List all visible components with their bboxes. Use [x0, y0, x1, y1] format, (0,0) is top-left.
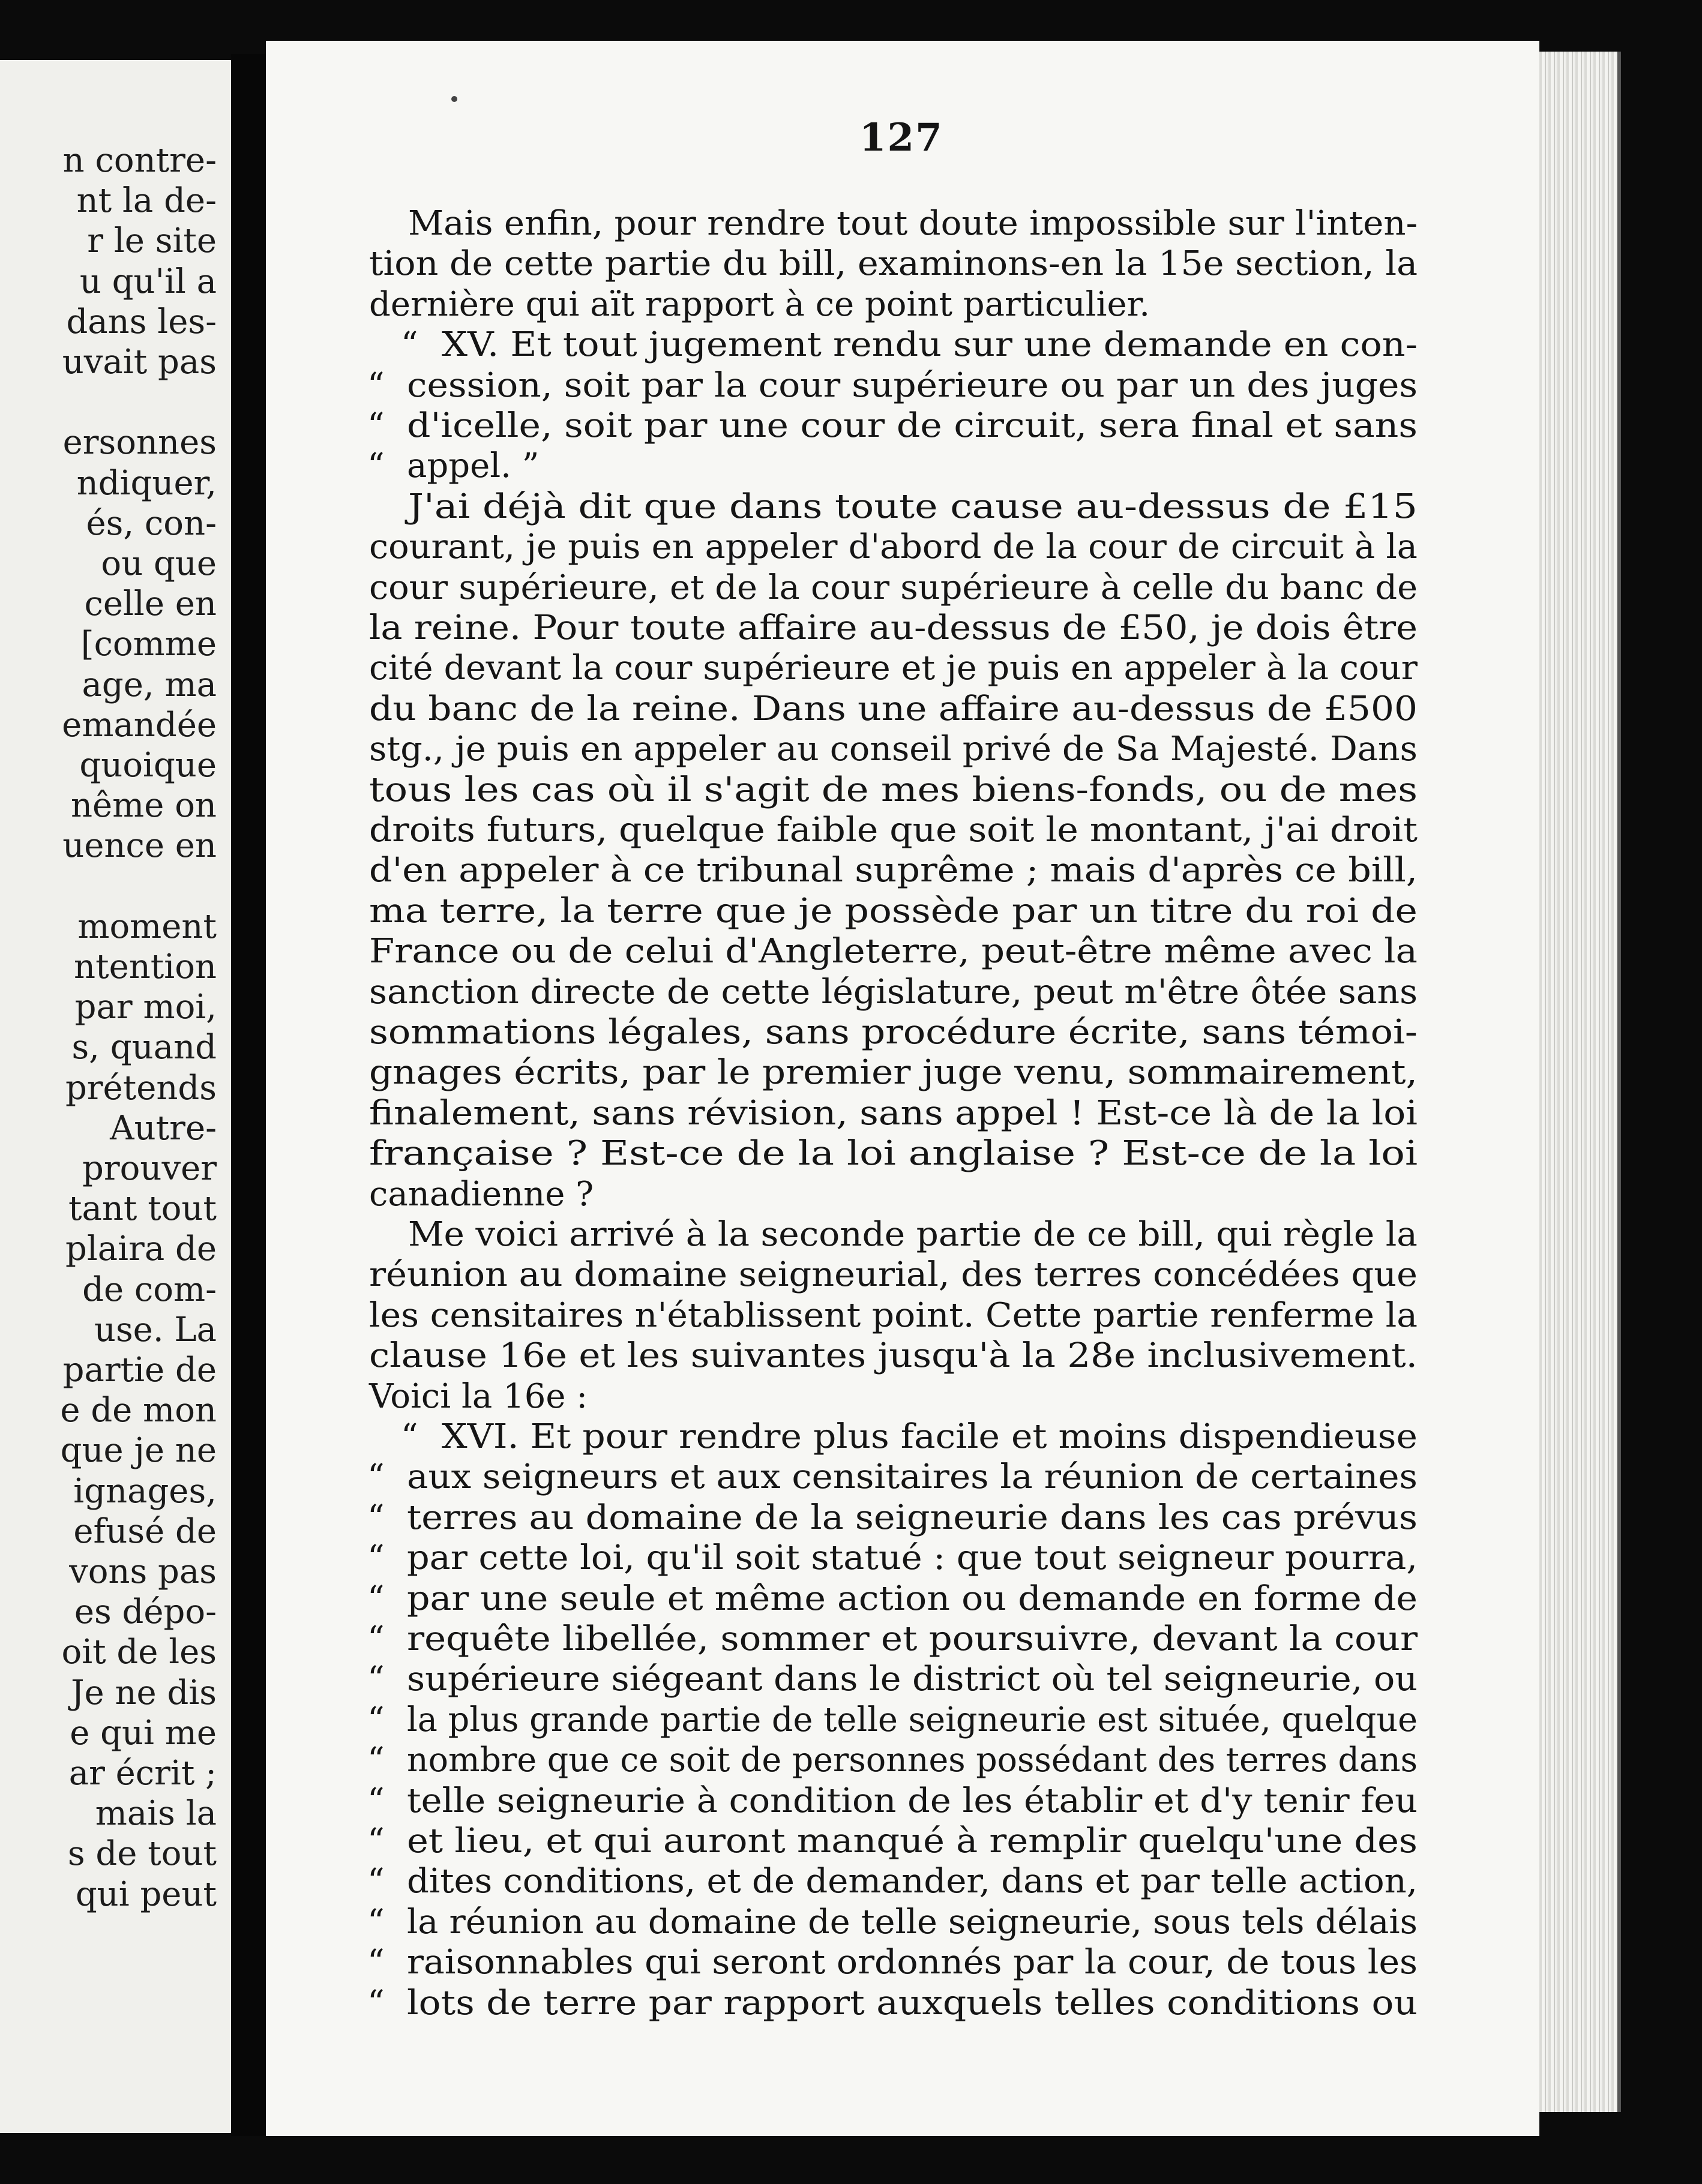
quotation-mark: “	[401, 1417, 418, 1456]
previous-page-line: oit de les	[61, 1633, 217, 1672]
body-line: sanction directe de cette législature, peut m'être ôtée sans	[369, 972, 1418, 1012]
body-line: tion de cette partie du bill, examinons-en la 15e section, la	[369, 244, 1418, 284]
body-line: la réunion au domaine de telle seigneurie, sous tels délais	[407, 1902, 1418, 1942]
previous-page-line: vons pas	[69, 1552, 217, 1591]
previous-page-line: r le site	[87, 221, 217, 261]
body-line: et lieu, et qui auront manqué à remplir quelqu'une des	[407, 1822, 1418, 1861]
previous-page-line: s de tout	[67, 1834, 217, 1874]
previous-page-line: e de mon	[60, 1391, 217, 1430]
body-line: cité devant la cour supérieure et je puis en appeler à la cour	[369, 649, 1418, 688]
quotation-mark: “	[367, 1660, 385, 1699]
body-line: France ou de celui d'Angleterre, peut-être même avec la	[369, 932, 1418, 971]
previous-page-line: ersonnes	[62, 423, 217, 463]
body-line: réunion au domaine seigneurial, des terres concédées que	[369, 1255, 1418, 1295]
body-line: d'icelle, soit par une cour de circuit, sera final et sans	[407, 406, 1418, 445]
body-line: dites conditions, et de demander, dans et par telle action,	[407, 1862, 1418, 1901]
quotation-mark: “	[367, 1862, 385, 1901]
body-line: courant, je puis en appeler d'abord de la cour de circuit à la	[369, 527, 1418, 567]
previous-page-line: efusé de	[73, 1511, 217, 1551]
previous-page-line: plaira de	[65, 1229, 217, 1269]
page-edges	[1539, 52, 1617, 2112]
previous-page-line: nt la de-	[76, 181, 217, 221]
body-line: raisonnables qui seront ordonnés par la cour, de tous les	[407, 1943, 1418, 1982]
previous-page-line: és, con-	[86, 503, 217, 543]
previous-page-line: e qui me	[70, 1713, 217, 1753]
body-line: cour supérieure, et de la cour supérieure à celle du banc de	[369, 568, 1418, 607]
body-line: stg., je puis en appeler au conseil privé de Sa Majesté. Dans	[369, 730, 1418, 769]
previous-page-line: ou que	[101, 544, 217, 583]
previous-page-line: que je ne	[60, 1431, 217, 1471]
body-line: canadienne ?	[369, 1174, 594, 1214]
body-line: supérieure siégeant dans le district où tel seigneurie, ou	[407, 1660, 1418, 1699]
page-edges-shadow	[1617, 52, 1621, 2112]
previous-page-line: qui peut	[75, 1874, 217, 1914]
previous-page-line: par moi,	[74, 988, 217, 1027]
previous-page	[0, 60, 231, 2133]
previous-page-line: uvait pas	[62, 343, 217, 382]
page-number: 127	[859, 115, 943, 160]
previous-page-line: use. La	[94, 1310, 217, 1349]
previous-page-line: s, quand	[71, 1028, 217, 1067]
quotation-mark: “	[367, 1457, 385, 1497]
body-line: terres au domaine de la seigneurie dans les cas prévus	[407, 1498, 1418, 1537]
previous-page-line: ndiquer,	[76, 463, 217, 503]
previous-page-line: u qu'il a	[79, 262, 217, 301]
body-line: XVI. Et pour rendre plus facile et moins dispendieuse	[442, 1417, 1418, 1456]
body-line: gnages écrits, par le premier juge venu, sommairement,	[369, 1053, 1418, 1093]
body-line: par cette loi, qu'il soit statué : que tout seigneur pourra,	[407, 1538, 1418, 1578]
quotation-mark: “	[401, 325, 418, 365]
body-line: nombre que ce soit de personnes possédant des terres dans	[407, 1741, 1418, 1780]
previous-page-line: dans les-	[66, 302, 217, 341]
previous-page-line: Je ne dis	[71, 1673, 217, 1712]
quotation-mark: “	[367, 446, 385, 486]
quotation-mark: “	[367, 1538, 385, 1578]
body-line: par une seule et même action ou demande en forme de	[407, 1579, 1418, 1618]
previous-page-line: celle en	[84, 584, 217, 624]
body-line: cession, soit par la cour supérieure ou par un des juges	[407, 365, 1418, 405]
previous-page-line: emandée	[62, 705, 217, 745]
body-line: droits futurs, quelque faible que soit le montant, j'ai droit	[369, 811, 1418, 850]
quotation-mark: “	[367, 1943, 385, 1982]
previous-page-line: nême on	[70, 786, 217, 826]
previous-page-line: partie de	[62, 1351, 217, 1390]
body-line: sommations légales, sans procédure écrite, sans témoi-	[369, 1013, 1418, 1052]
previous-page-line: es dépo-	[74, 1592, 217, 1632]
quotation-mark: “	[367, 1619, 385, 1658]
previous-page-line: Autre-	[110, 1108, 217, 1148]
body-line: Voici la 16e :	[369, 1376, 588, 1416]
body-line: telle seigneurie à condition de les établir et d'y tenir feu	[407, 1781, 1418, 1820]
body-line: française ? Est-ce de la loi anglaise ? Est-ce de la loi	[369, 1134, 1418, 1174]
previous-page-line: uence en	[62, 826, 217, 866]
previous-page-line: tant tout	[68, 1189, 217, 1229]
body-line: dernière qui aït rapport à ce point particulier.	[369, 284, 1150, 324]
body-line: les censitaires n'établissent point. Cette partie renferme la	[369, 1295, 1418, 1335]
quotation-mark: “	[367, 1498, 385, 1537]
previous-page-line: ignages,	[73, 1471, 217, 1511]
previous-page-line: moment	[77, 907, 217, 946]
previous-page-line: prétends	[65, 1068, 217, 1108]
quotation-mark: “	[367, 1983, 385, 2023]
body-line: aux seigneurs et aux censitaires la réunion de certaines	[407, 1457, 1418, 1497]
body-line: requête libellée, sommer et poursuivre, devant la cour	[407, 1619, 1418, 1658]
quotation-mark: “	[367, 1741, 385, 1780]
previous-page-line: mais la	[95, 1794, 217, 1834]
previous-page-line: ar écrit ;	[68, 1754, 217, 1793]
previous-page-line: prouver	[82, 1149, 217, 1188]
previous-page-line: [comme	[80, 625, 217, 664]
body-line: clause 16e et les suivantes jusqu'à la 28e inclusivement.	[369, 1336, 1418, 1376]
body-line: du banc de la reine. Dans une affaire au-dessus de £500	[369, 689, 1418, 728]
body-line: XV. Et tout jugement rendu sur une demande en con-	[442, 325, 1418, 365]
body-line: lots de terre par rapport auxquels telles conditions ou	[407, 1983, 1418, 2023]
body-line: ma terre, la terre que je possède par un titre du roi de	[369, 891, 1418, 931]
ink-speck	[451, 96, 457, 102]
body-line: la plus grande partie de telle seigneurie est située, quelque	[407, 1700, 1418, 1739]
quotation-mark: “	[367, 1902, 385, 1942]
previous-page-line: ntention	[74, 947, 217, 986]
body-line: appel. ”	[407, 446, 540, 486]
previous-page-line: quoique	[79, 746, 217, 785]
body-line: d'en appeler à ce tribunal suprême ; mais d'après ce bill,	[369, 851, 1418, 890]
book-gutter	[231, 54, 266, 2136]
body-line: Mais enfin, pour rendre tout doute impossible sur l'inten-	[408, 204, 1418, 243]
quotation-mark: “	[367, 1579, 385, 1618]
previous-page-line: age, ma	[82, 665, 217, 704]
body-line: J'ai déjà dit que dans toute cause au-dessus de £15	[408, 487, 1418, 526]
quotation-mark: “	[367, 406, 385, 445]
body-line: finalement, sans révision, sans appel ! Est-ce là de la loi	[369, 1093, 1418, 1133]
quotation-mark: “	[367, 1700, 385, 1739]
body-line: tous les cas où il s'agit de mes biens-fonds, ou de mes	[369, 770, 1418, 809]
quotation-mark: “	[367, 1781, 385, 1820]
previous-page-line: n contre-	[62, 141, 217, 180]
body-line: la reine. Pour toute affaire au-dessus de £50, je dois être	[369, 608, 1418, 647]
quotation-mark: “	[367, 365, 385, 405]
quotation-mark: “	[367, 1822, 385, 1861]
body-line: Me voici arrivé à la seconde partie de ce bill, qui règle la	[408, 1215, 1418, 1254]
previous-page-line: de com-	[82, 1270, 217, 1309]
